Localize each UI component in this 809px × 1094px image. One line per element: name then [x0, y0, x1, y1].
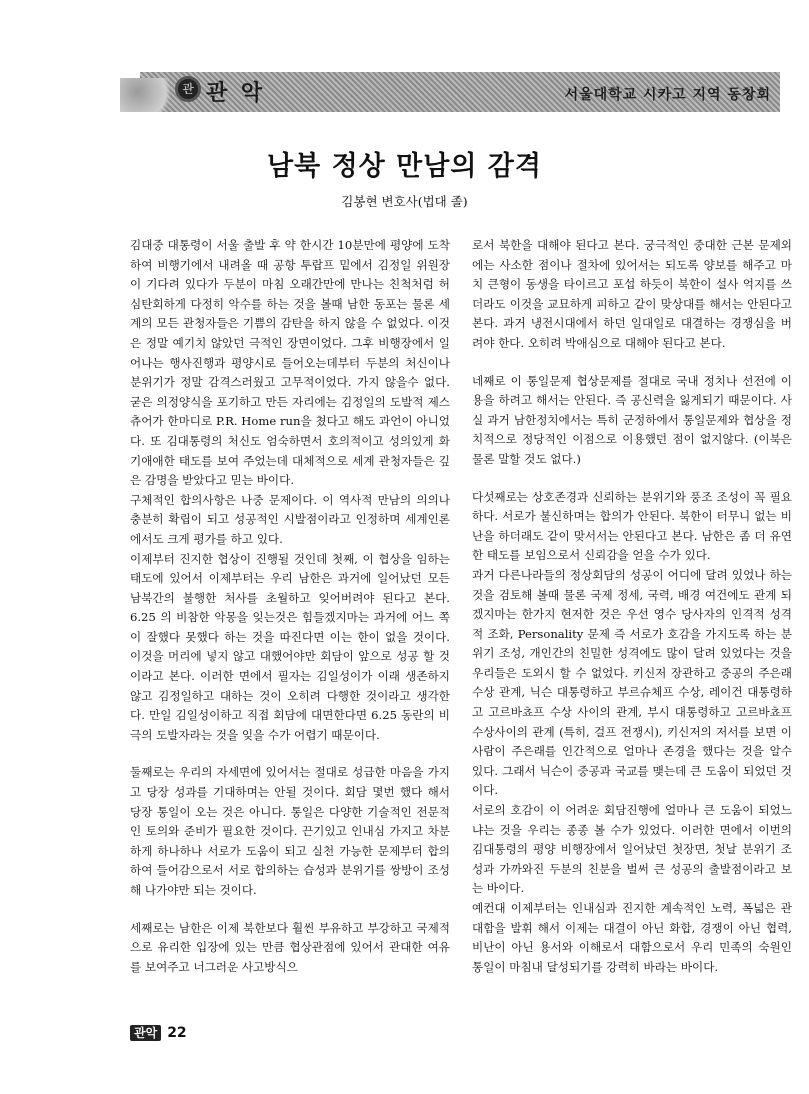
organization-name: 서울대학교 시카고 지역 동창회 [564, 87, 771, 103]
paragraph: 로서 북한을 대해야 된다고 본다. 궁극적인 중대한 근본 문제외에는 사소한 점이나 절차에 있어서는 되도록 양보를 해주고 마치 큰형이 동생을 타이르고 포섭 하듯이 북한이 설사 억지를 쓰더라도 이것을 교묘하게 피하고 같이 맞상대를 해서는 안된다고 본다. 과거 냉전시대에서 하던 일대일로 대결하는 경쟁심을 버려야 한다. 오히려 박애심으로 대해야 된다고 본다. [472, 238, 792, 350]
paragraph: 다섯째로는 상호존경과 신뢰하는 분위기와 풍조 조성이 꼭 필요하다. 서로가 불신하며는 합의가 안된다. 북한이 터무니 없는 비난을 하더래도 같이 맞서서는 안된다고 본다. 남한은 좀 더 유연한 태도를 보임으로서 신뢰감을 얻을 수가 있다. [472, 489, 792, 563]
page-number: 22 [167, 1025, 187, 1041]
paragraph: 네째로 이 통일문제 협상문제를 절대로 국내 정치나 선전에 이용을 하려고 해서는 안된다. 즉 공신력을 잃게되기 때문이다. 사실 과거 남한정치에서는 특히 군정하에서 통일문제와 협상을 정치적으로 정당적인 이점으로 이용했던 점이 없지않다. (이북은 물론 말할 것도 없다.) [472, 373, 792, 466]
page-footer [130, 1024, 187, 1041]
paragraph: 구체적인 합의사항은 나중 문제이다. 이 역사적 만남의 의의나 충분히 확립이 되고 성공적인 시발점이라고 인정하며 세계인론에서도 크게 평가를 하고 있다. [130, 492, 450, 546]
paragraph: 둘째로는 우리의 자세면에 있어서는 절대로 성급한 마음을 가지고 당장 성과를 기대하며는 안될 것이다. 회담 몇번 했다 해서 당장 통일이 오는 것은 아니다. 통일은 다양한 기술적인 전문적인 토의와 준비가 필요한 것이다. 끈기있고 인내심 가지고 차분하게 하나하나 서로가 도움이 되고 실천 가능한 문제부터 합의하여 들어감으로서 서로 합의하는 습성과 분위기를 쌍방이 조성해 나가야만 되는 것이다. [130, 765, 450, 897]
magazine-brand: 관 악 [206, 81, 266, 106]
paragraph: 서로의 호감이 이 어려운 회담진행에 얼마나 큰 도움이 되었느냐는 것을 우리는 종종 볼 수가 있었다. 이러한 면에서 이번의 김대통령의 평양 비행장에서 일어났던 첫장면, 첫날 분위기 조성과 가까와진 두분의 친분을 벌써 큰 성공의 출발점이라고 보는 바이다. [472, 803, 792, 896]
left-column [130, 236, 450, 977]
paragraph: 과거 다른나라들의 정상회담의 성공이 어디에 달려 있었나 하는 것을 검토해 볼때 물론 국제 정세, 국력, 배경 여건에도 관계 되겠지마는 한가지 현저한 것은 우선 영수 당사자의 인격적 성격적 조화, Personality 문제 즉 서로가 호감을 가지도록 하는 분위기 조성, 개인간의 친밀한 성격에도 많이 달려 있었다는 것을 우리들은 도외시 할 수 없었다. 키신저 장관하고 중공의 주은래 수상 관계, 닉슨 대통령하고 부르슈체프 수상, 레이건 대통령하고 고르바쵸프 수상 사이의 관계, 부시 대통령하고 고르바쵸프 수상사이의 관계 (특히, 걸프 전쟁시), 키신저의 저서를 보면 이 사람이 주은래를 인간적으로 얼마나 존경을 했다는 것을 알수 있다. 그래서 닉슨이 중공과 국교를 맺는데 큰 도움이 되었던 것이다. [472, 567, 792, 798]
paragraph: 예컨대 이제부터는 인내심과 진지한 계속적인 노력, 폭넓은 관대함을 발휘 해서 이제는 대결이 아닌 화합, 경쟁이 아닌 협력, 비난이 아닌 용서와 이해로서 대함으로서 우리 민족의 숙원인 통일이 마침내 달성되기를 강력히 바라는 바이다. [472, 901, 792, 974]
paragraph: 이제부터 진지한 협상이 진행될 것인데 첫째, 이 협상을 임하는 태도에 있어서 이제부터는 우리 남한은 과거에 일어났던 모든 남북간의 불행한 처사를 초월하고 잊어버려야 된다고 본다. 6.25 의 비참한 악몽을 잊는것은 힘들겠지마는 과거에 어느 쪽이 잘했다 못했다 하는 것을 따진다면 이는 한이 없을 것이다. 이것을 머리에 넣지 않고 대했어야만 회담이 앞으로 성공 할 것이라고 본다. 이러한 면에서 필자는 김일성이가 이래 생존하지 않고 김정일하고 대하는 것이 오히려 다행한 것이라고 생각한다. 만일 김일성이하고 직접 회담에 대면한다면 6.25 동란의 비극의 도발자라는 것을 잊을 수가 어렵기 때문이다. [130, 551, 450, 742]
emblem-icon: 관 [175, 76, 201, 102]
paragraph: 김대중 대통령이 서울 출발 후 약 한시간 10분만에 평양에 도착하여 비행기에서 내려올 때 공항 투랍프 밑에서 김정일 위원장이 기다려 있다가 두분이 마침 오래간만에 만나는 친척처럼 허심탄회하게 다정히 악수를 하는 것을 볼때 남한 동포는 물론 세계의 모든 관청자들은 기쁨의 감탄을 하지 않을 수 없었다. 이것은 정말 예기치 않았던 극적인 장면이었다. 그후 비행장에서 일어나는 행사진행과 평양시로 들어오는데부터 두분의 처신이나 분위기가 정말 감격스러웠고 고무적이었다. 가지 않을수 없다. 굳은 의정양식을 포기하고 만든 자리에는 김정일의 도발적 제스츄어가 한마디로 P.R. Home run을 쳤다고 해도 과언이 아니었다. 또 김대통령의 처신도 엄숙하면서 호의적이고 성의있게 화기애애한 태도를 보여 주었는데 대체적으로 세계 관청자들은 깊은 감명을 받았다고 믿는 바이다. [130, 238, 450, 488]
article-title: 남북 정상 만남의 감격 [267, 151, 542, 182]
right-column [472, 236, 792, 977]
footer-brand: 관악 [130, 1025, 161, 1041]
paragraph: 세째로는 남한은 이제 북한보다 훨씬 부유하고 부강하고 국제적으로 유리한 입장에 있는 만큼 협상관점에 있어서 관대한 여유를 보여주고 너그러운 사고방식으 [130, 920, 450, 974]
article-author: 김봉현 변호사(법대 졸) [341, 194, 468, 209]
